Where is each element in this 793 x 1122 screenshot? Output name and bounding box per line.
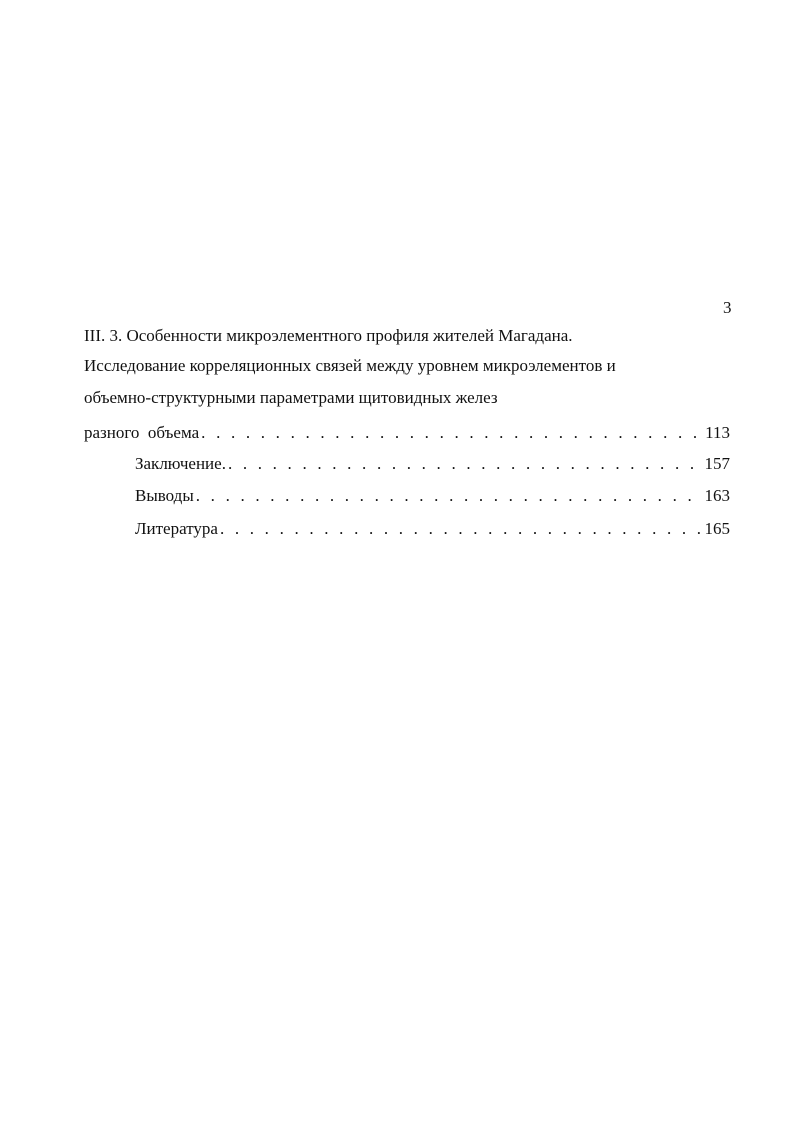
toc-entry-findings bbox=[135, 486, 730, 506]
toc-entry-title: Выводы bbox=[135, 486, 194, 505]
toc-entry-title: Заключение. bbox=[135, 454, 226, 473]
toc-entry-page: 165 bbox=[704, 519, 730, 538]
toc-entry-title: Литература bbox=[135, 519, 218, 538]
toc-entry-page: 113 bbox=[705, 423, 730, 442]
dot-leader bbox=[220, 519, 703, 539]
toc-heading-line: Исследование корреляционных связей между уровнем микроэлементов и bbox=[84, 356, 616, 375]
dot-leader bbox=[201, 423, 703, 443]
dot-leader bbox=[196, 486, 703, 506]
toc-entry-title: разного объема bbox=[84, 423, 200, 442]
page-number: 3 bbox=[723, 298, 732, 317]
toc-heading-line: III. 3. Особенности микроэлементного профиля жителей Магадана. bbox=[84, 326, 573, 345]
toc-entry-references bbox=[135, 519, 730, 539]
dot-leader bbox=[228, 454, 703, 474]
toc-entry-conclusion bbox=[135, 454, 730, 474]
toc-entry-page: 157 bbox=[704, 454, 730, 473]
toc-heading-line: объемно-структурными параметрами щитовидных желез bbox=[84, 388, 498, 407]
toc-entry-page: 163 bbox=[704, 486, 730, 505]
toc-entry-section-3-3 bbox=[84, 423, 730, 443]
